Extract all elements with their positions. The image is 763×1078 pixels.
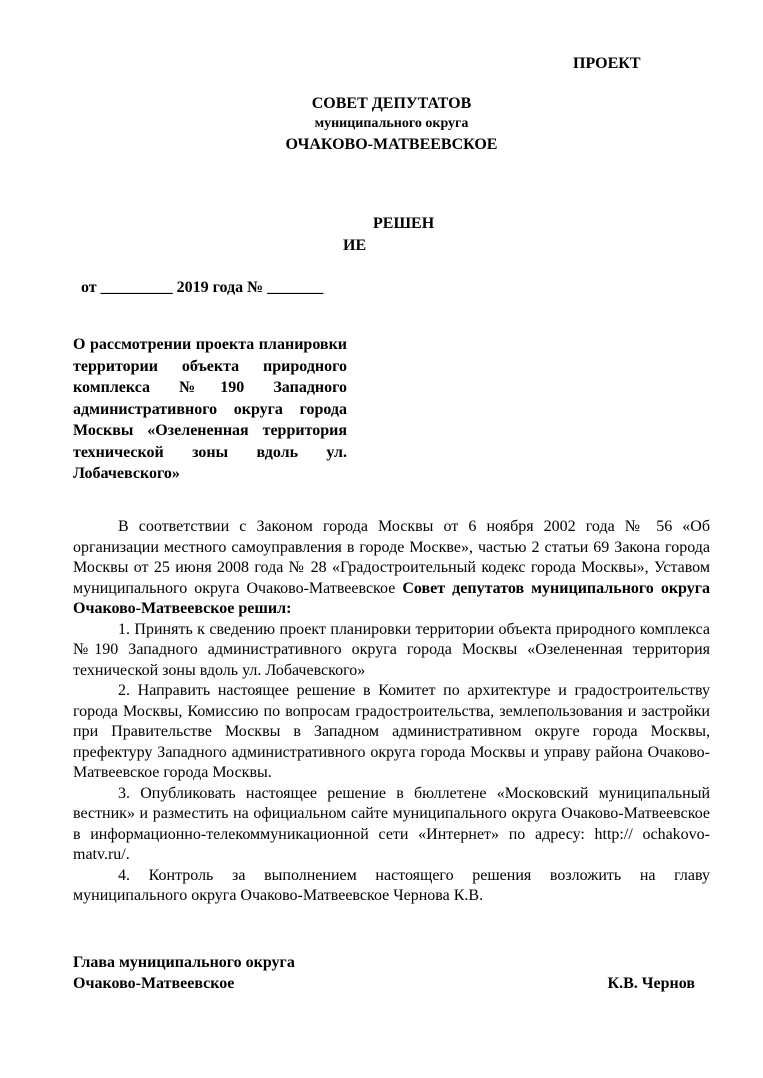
- document-body: [73, 517, 710, 907]
- preamble-resolution: Совет депутатов муниципального округа Очаково-Матвеевское решил:: [73, 579, 710, 617]
- signatory-title-line2: Очаково-Матвеевское: [73, 975, 235, 992]
- signatory-name: К.В. Чернов: [607, 975, 695, 992]
- signatory-title-line1: Глава муниципального округа: [73, 954, 295, 971]
- document-header: [10, 94, 763, 156]
- date-number-line: от _________ 2019 года № _______: [81, 279, 324, 296]
- draft-stamp: ПРОЕКТ: [573, 55, 641, 72]
- council-title: СОВЕТ ДЕПУТАТОВ: [311, 95, 472, 112]
- decision-title-part2: ИЕ: [343, 237, 367, 254]
- decision-subject: О рассмотрении проекта планировки территории объекта природного комплекса №190 Западного административного округа города Москвы «Озелененная территория технической зоны вдоль ул. Лобачевского»: [73, 336, 347, 482]
- decision-item-2: 2. Направить настоящее решение в Комитет по архитектуре и градостроительству города Москвы, Комиссию по вопросам градостроительства, землепользования и застройки при Правительстве Москвы в Западном административном округе города Москвы, префектуру Западного административного округа города Москвы и управу района Очаково-Матвеевское города Москвы.: [73, 682, 710, 781]
- preamble-paragraph: [73, 517, 710, 620]
- decision-item-4: 4. Контроль за выполнением настоящего решения возложить на главу муниципального округа Очаково-Матвеевское Чернова К.В.: [73, 866, 710, 904]
- council-district: ОЧАКОВО-МАТВЕЕВСКОЕ: [285, 136, 498, 153]
- decision-title-part1: РЕШЕН: [373, 215, 435, 232]
- signature-block: [73, 952, 703, 994]
- decision-item-1: 1. Принять к сведению проект планировки территории объекта природного комплекса №190 Западного административного округа города Москвы «Озелененная территория технической зоны вдоль ул. Лобачевского»: [73, 620, 710, 679]
- preamble-text: В соответствии с Законом города Москвы от 6 ноября 2002 года № 56 «Об организации местного самоуправления в городе Москве», частью 2 статьи 69 Закона города Москвы от 25 июня 2008 года № 28 «Градостроительный кодекс города Москвы», Уставом муниципального округа Очаково-Матвеевское: [73, 518, 710, 597]
- council-subtitle: муниципального округа: [314, 116, 469, 131]
- decision-item-3: 3. Опубликовать настоящее решение в бюллетене «Московский муниципальный вестник» и разместить на официальном сайте муниципального округа Очаково-Матвеевское в информационно-телекоммуникационной сети «Интернет» по адресу: http:// ochakovo-matv.ru/.: [73, 784, 710, 863]
